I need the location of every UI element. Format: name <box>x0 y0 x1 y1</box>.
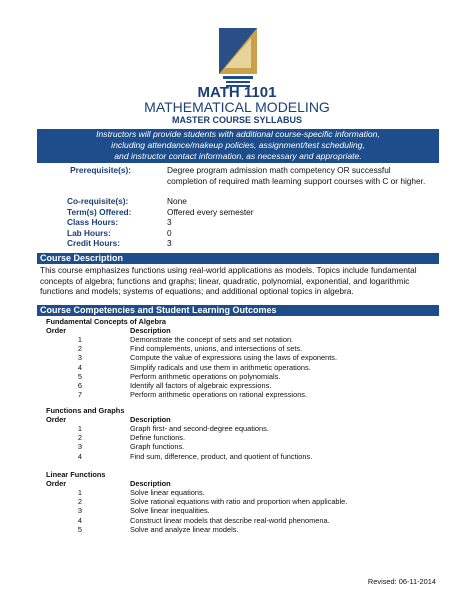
list-item <box>46 381 436 390</box>
order-header: Order <box>46 415 67 424</box>
list-item <box>46 497 436 506</box>
list-item <box>46 424 436 433</box>
group-header-row <box>46 326 436 335</box>
competency-group <box>46 470 436 534</box>
list-item <box>46 506 436 515</box>
list-item <box>46 335 436 344</box>
document-type: MASTER COURSE SYLLABUS <box>171 115 302 125</box>
prerequisites-label: Prerequisite(s): <box>70 165 131 175</box>
item-order: 4 <box>77 362 82 372</box>
banner-line: and instructor contact information, as necessary and appropriate. <box>114 151 362 161</box>
competency-group <box>46 406 436 461</box>
item-order: 3 <box>77 353 82 363</box>
group-title: Fundamental Concepts of Algebra <box>46 317 167 326</box>
item-description: Find complements, unions, and intersections of sets. <box>130 344 303 354</box>
item-order: 4 <box>77 515 82 525</box>
item-order: 3 <box>77 506 82 516</box>
item-description: Solve linear equations. <box>130 488 205 497</box>
terms-offered-value: Offered every semester <box>167 206 254 217</box>
item-order: 4 <box>77 451 82 461</box>
item-description: Solve and analyze linear models. <box>130 524 239 534</box>
class-hours-label: Class Hours: <box>67 217 119 227</box>
item-description: Demonstrate the concept of sets and set notation. <box>130 335 294 344</box>
competencies-heading: Course Competencies and Student Learning Outcomes <box>37 305 439 316</box>
item-description: Solve rational equations with ratio and proportion when applicable. <box>130 497 348 507</box>
course-info <box>37 165 439 249</box>
list-item <box>46 525 436 534</box>
group-header-row <box>46 415 436 424</box>
item-order: 2 <box>77 497 82 507</box>
list-item <box>46 363 436 372</box>
item-description: Perform arithmetic operations on polynomials. <box>130 371 281 381</box>
corequisites-label: Co-requisite(s): <box>67 196 129 206</box>
instructor-notice-banner <box>37 129 439 163</box>
description-header: Description <box>130 415 171 424</box>
terms-offered-label: Term(s) Offered: <box>67 206 132 217</box>
lab-hours-label: Lab Hours: <box>67 227 111 238</box>
item-order: 5 <box>77 371 82 381</box>
item-order: 1 <box>77 424 82 433</box>
item-order: 3 <box>77 442 82 452</box>
list-item <box>46 488 436 497</box>
item-order: 5 <box>77 524 82 534</box>
course-code: MATH 1101 <box>197 84 277 101</box>
list-item <box>46 516 436 525</box>
item-order: 6 <box>77 380 82 390</box>
item-description: Graph first- and second-degree equations. <box>130 424 269 433</box>
college-shield-logo <box>219 28 257 90</box>
list-item <box>46 433 436 442</box>
list-item <box>46 353 436 362</box>
banner-line: including attendance/makeup policies, assignment/test scheduling, <box>111 140 365 150</box>
list-item <box>46 452 436 461</box>
course-title: MATHEMATICAL MODELING <box>144 99 330 115</box>
banner-line: Instructors will provide students with additional course-specific information, <box>96 129 380 139</box>
group-title: Functions and Graphs <box>46 406 125 415</box>
list-item <box>46 372 436 381</box>
item-description: Find sum, difference, product, and quotient of functions. <box>130 451 313 461</box>
item-description: Construct linear models that describe real-world phenomena. <box>130 515 330 525</box>
order-header: Order <box>46 326 67 335</box>
item-order: 7 <box>77 390 82 400</box>
item-description: Perform arithmetic operations on rational expressions. <box>130 390 308 400</box>
list-item <box>46 344 436 353</box>
item-description: Simplify radicals and use them in arithmetic operations. <box>130 362 311 372</box>
item-description: Solve linear inequalities. <box>130 506 210 516</box>
class-hours-value: 3 <box>167 217 172 227</box>
group-header-row <box>46 479 436 488</box>
prerequisites-value: Degree program admission math competency OR successful completion of required math learning support courses with C or higher. <box>167 165 426 186</box>
item-order: 1 <box>77 488 82 497</box>
description-header: Description <box>130 326 171 335</box>
competency-group <box>46 317 436 399</box>
revised-date: Revised: 06-11-2014 <box>367 577 436 586</box>
item-order: 1 <box>77 335 82 344</box>
list-item <box>46 390 436 399</box>
course-description-text: This course emphasizes functions using real-world applications as models. Topics include fundamental concepts of algebra; functions and graphs; linear, quadratic, polynomial, exponential, and logarithmic functions and models; systems of equations; and additional optional topics in algebra. <box>40 265 417 296</box>
credit-hours-value: 3 <box>167 238 172 248</box>
description-header: Description <box>130 479 171 488</box>
order-header: Order <box>46 479 67 488</box>
item-order: 2 <box>77 344 82 354</box>
item-description: Identify all factors of algebraic expressions. <box>130 380 272 390</box>
item-description: Graph functions. <box>130 442 185 452</box>
item-order: 2 <box>77 433 82 443</box>
group-title: Linear Functions <box>46 470 106 479</box>
lab-hours-value: 0 <box>167 227 172 238</box>
course-description-heading: Course Description <box>37 253 439 264</box>
corequisites-value: None <box>167 196 187 206</box>
credit-hours-label: Credit Hours: <box>67 238 121 248</box>
item-description: Compute the value of expressions using the laws of exponents. <box>130 353 338 363</box>
list-item <box>46 442 436 451</box>
item-description: Define functions. <box>130 433 186 443</box>
